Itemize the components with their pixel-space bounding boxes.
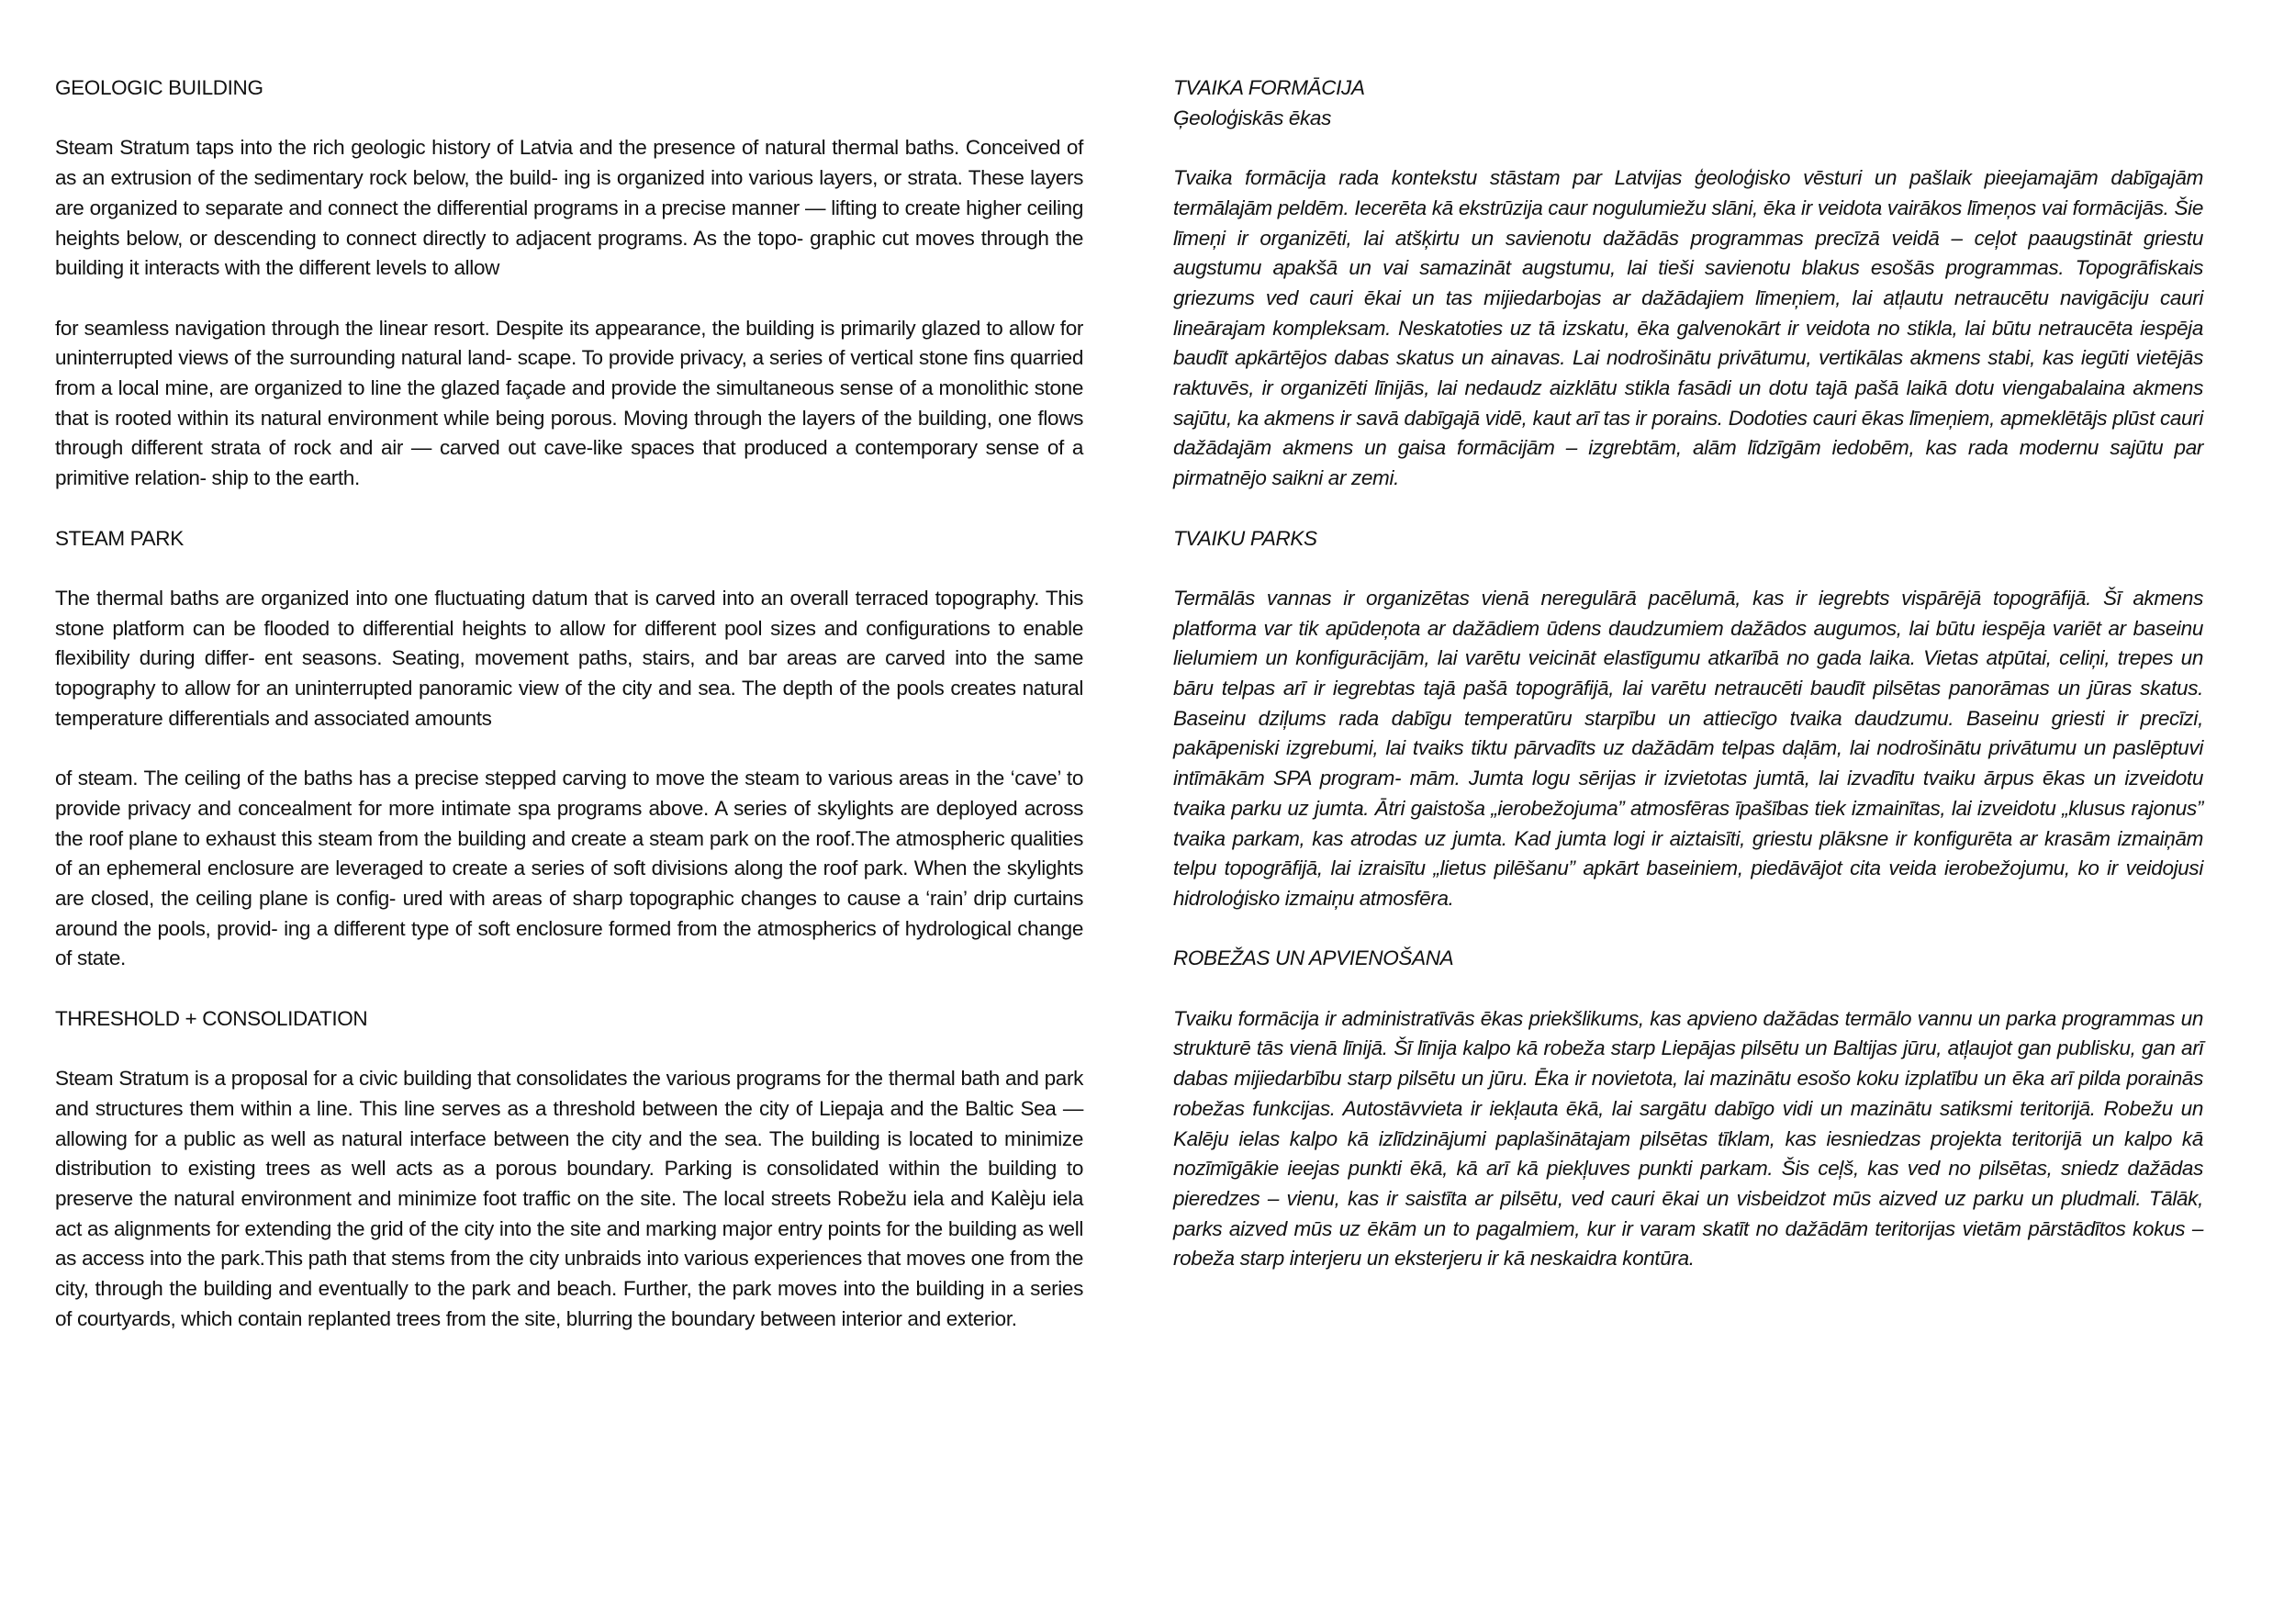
section-heading-robezas: ROBEŽAS UN APVIENOŠANA <box>1173 946 1454 970</box>
spacer <box>1173 554 2203 584</box>
spacer <box>55 284 1083 314</box>
paragraph: The thermal baths are organized into one fluctuating datum that is carved into an overall terraced topography. This stone platform can be flooded to differential heights to allow for different pool sizes and configurations to enable flexibility during differ- ent seasons. Seating, movement paths, stairs, and bar areas are carved into the same topography to allow for an uninterrupted panoramic view of the city and sea. The depth of the pools creates natural temperature differentials and associated amounts <box>55 586 1083 730</box>
paragraph: Termālās vannas ir organizētas vienā neregulārā pacēlumā, kas ir iegrebts vispārējā topogrāfijā. Šī akmens platforma var tik apūdeņota ar dažādiem ūdens daudzumiem dažādos augumos, lai būtu iespēja variēt ar baseinu lielumiem un konfigurācijām, lai varētu veicināt elastīgumu atkarībā no gada laika. Vietas atpūtai, celiņi, trepes un bāru telpas arī ir iegrebtas tajā pašā topogrāfijā, lai varētu netraucēti baudīt pilsētas panorāmas un jūras skatus. Baseinu dziļums rada dabīgu temperatūru starpību un attiecīgo tvaika daudzumu. Baseinu griesti ir precīzi, pakāpeniski izgrebumi, lai tvaiks tiktu pārvadīts uz dažādām telpas daļām, lai nodrošinātu privātumu un paslēptuvi intīmākām SPA program- mām. Jumta logu sērijas ir izvietotas jumtā, lai izvadītu tvaiku ārpus ēkas un izveidotu tvaika parku uz jumta. Ātri gaistoša „ierobežojuma” atmosfēras īpašības tiek izmainītas, lai izveidotu „klusus rajonus” tvaika parkam, kas atrodas uz jumta. Kad jumta logi ir aiztaisīti, griestu plāksne ir konfigurēta ar krasām izmaiņām telpu topogrāfijā, lai izraisītu „lietus pilēšanu” apkārt baseiniem, piedāvājot cita veida ierobežojumu, ko ir veidojusi hidroloģisko izmaiņu atmosfēra. <box>1173 586 2203 910</box>
section-heading-tvaiku-parks: TVAIKU PARKS <box>1173 526 1317 550</box>
section-heading-tvaika-formacija: TVAIKA FORMĀCIJA <box>1173 76 1365 99</box>
english-column <box>55 73 1083 1334</box>
spacer <box>55 554 1083 584</box>
spacer <box>55 1034 1083 1064</box>
paragraph: Tvaika formācija rada kontekstu stāstam par Latvijas ģeoloģisko vēsturi un pašlaik pieejamajām dabīgajām termālajām peldēm. Iecerēta kā ekstrūzija caur nogulumiežu slāni, ēka ir veidota vairākos līmeņos vai formācijās. Šie līmeņi ir organizēti, lai atšķirtu un savienotu dažādās programmas precīzā veidā – ceļot paaugstināt griestu augstumu apakšā un vai samazināt augstumu, lai tieši savienotu blakus esošās programmas. Topogrāfiskais griezums ved cauri ēkai un tas mijiedarbojas ar dažādajiem līmeņiem, lai atļautu netraucētu navigāciju cauri lineārajam kompleksam. Neskatoties uz tā izskatu, ēka galvenokārt ir veidota no stikla, lai būtu netraucēta iespēja baudīt apkārtējos dabas skatus un ainavas. Lai nodrošinātu privātumu, vertikālas akmens stabi, kas iegūti vietējās raktuvēs, ir organizēti līnijās, lai nedaudz aizklātu stikla fasādi un dotu tajā pašā laikā dotu viengabalaina akmens sajūtu, ka akmens ir savā dabīgajā vidē, kaut arī tas ir porains. Dodoties cauri ēkas līmeņiem, apmeklētājs plūst cauri dažādajām akmens un gaisa formācijām – izgrebtām, alām līdzīgām iedobēm, kas rada modernu sajūtu par pirmatnējo saikni ar zemi. <box>1173 166 2203 490</box>
spacer <box>1173 494 2203 524</box>
paragraph: for seamless navigation through the linear resort. Despite its appearance, the building is primarily glazed to allow for uninterrupted views of the surrounding natural land- scape. To provide privacy, a series of vertical stone fins quarried from a local mine, are organized to line the glazed façade and provide the simultaneous sense of a monolithic stone that is rooted within its natural environment while being porous. Moving through the layers of the building, one flows through different strata of rock and air — carved out cave-like spaces that produced a contemporary sense of a primitive relation- ship to the earth. <box>55 316 1083 490</box>
latvian-column <box>1173 73 2203 1274</box>
paragraph: of steam. The ceiling of the baths has a precise stepped carving to move the steam to various areas in the ‘cave’ to provide privacy and concealment for more intimate spa programs above. A series of skylights are deployed across the roof plane to exhaust this steam from the building and create a steam park on the roof.The atmospheric qualities of an ephemeral enclosure are leveraged to create a series of soft divisions along the roof park. When the skylights are closed, the ceiling plane is config- ured with areas of sharp topographic changes to cause a ‘rain’ drip curtains around the pools, provid- ing a different type of soft enclosure formed from the atmospherics of hydrological change of state. <box>55 767 1083 970</box>
paragraph: Steam Stratum is a proposal for a civic building that consolidates the various programs for the thermal bath and park and structures them within a line. This line serves as a threshold between the city of Liepaja and the Baltic Sea — allowing for a public as well as natural interface between the city and the sea. The building is located to minimize distribution to existing trees as well acts as a porous boundary. Parking is consolidated within the building to preserve the natural environment and minimize foot traffic on the site. The local streets Robežu iela and Kalèju iela act as alignments for extending the grid of the city into the site and marking major entry points for the building as well as access into the park.This path that stems from the city unbraids into various experiences that moves one from the city, through the building and eventually to the park and beach. Further, the park moves into the building in a series of courtyards, which contain replanted trees from the site, blurring the boundary between interior and exterior. <box>55 1067 1083 1330</box>
spacer <box>1173 974 2203 1004</box>
section-heading-threshold: THRESHOLD + CONSOLIDATION <box>55 1006 368 1030</box>
paragraph: Steam Stratum taps into the rich geologic history of Latvia and the presence of natural thermal baths. Conceived of as an extrusion of the sedimentary rock below, the build- ing is organized into various layers, or strata. These layers are organized to separate and connect the differential programs in a precise manner — lifting to create higher ceiling heights below, or descending to connect directly to adjacent programs. As the topo- graphic cut moves through the building it interacts with the different levels to allow <box>55 136 1083 280</box>
section-heading-steam-park: STEAM PARK <box>55 526 184 550</box>
section-heading-geologic-building: GEOLOGIC BUILDING <box>55 76 263 99</box>
paragraph: Tvaiku formācija ir administratīvās ēkas priekšlikums, kas apvieno dažādas termālo vannu un parka programmas un strukturē tās vienā līnijā. Šī līnija kalpo kā robeža starp Liepājas pilsētu un Baltijas jūru, atļaujot gan publisku, gan arī dabas mijiedarbību starp pilsētu un jūru. Ēka ir novietota, lai mazinātu esošo koku izplatību un ēka arī pilda porainās robežas funkcijas. Autostāvvieta ir iekļauta ēkā, lai sargātu dabīgo vidi un mazinātu satiksmi teritorijā. Robežu un Kalēju ielas kalpo kā izlīdzinājumi paplašinātajam pilsētas tīklam, kas iesniedzas projekta teritorijā un kalpo kā nozīmīgākie ieejas punkti ēkā, kā arī kā piekļuves punkti parkam. Šis ceļš, kas ved no pilsētas, sniedz dažādas pieredzes – vienu, kas ir saistīta ar pilsētu, ved cauri ēkai un visbeidzot mūs aizved uz parku un pludmali. Tālāk, parks aizved mūs uz ēkām un to pagalmiem, kur ir varam skatīt no dažādām teritorijas vietām pārstādītos kokus – robeža starp interjeru un eksterjeru ir kā neskaidra kontūra. <box>1173 1006 2203 1271</box>
spacer <box>1173 133 2203 163</box>
spacer <box>55 494 1083 524</box>
spacer <box>55 104 1083 134</box>
spacer <box>55 974 1083 1004</box>
spacer <box>1173 914 2203 945</box>
spacer <box>55 734 1083 764</box>
section-subheading: Ģeoloģiskās ēkas <box>1173 106 1331 129</box>
